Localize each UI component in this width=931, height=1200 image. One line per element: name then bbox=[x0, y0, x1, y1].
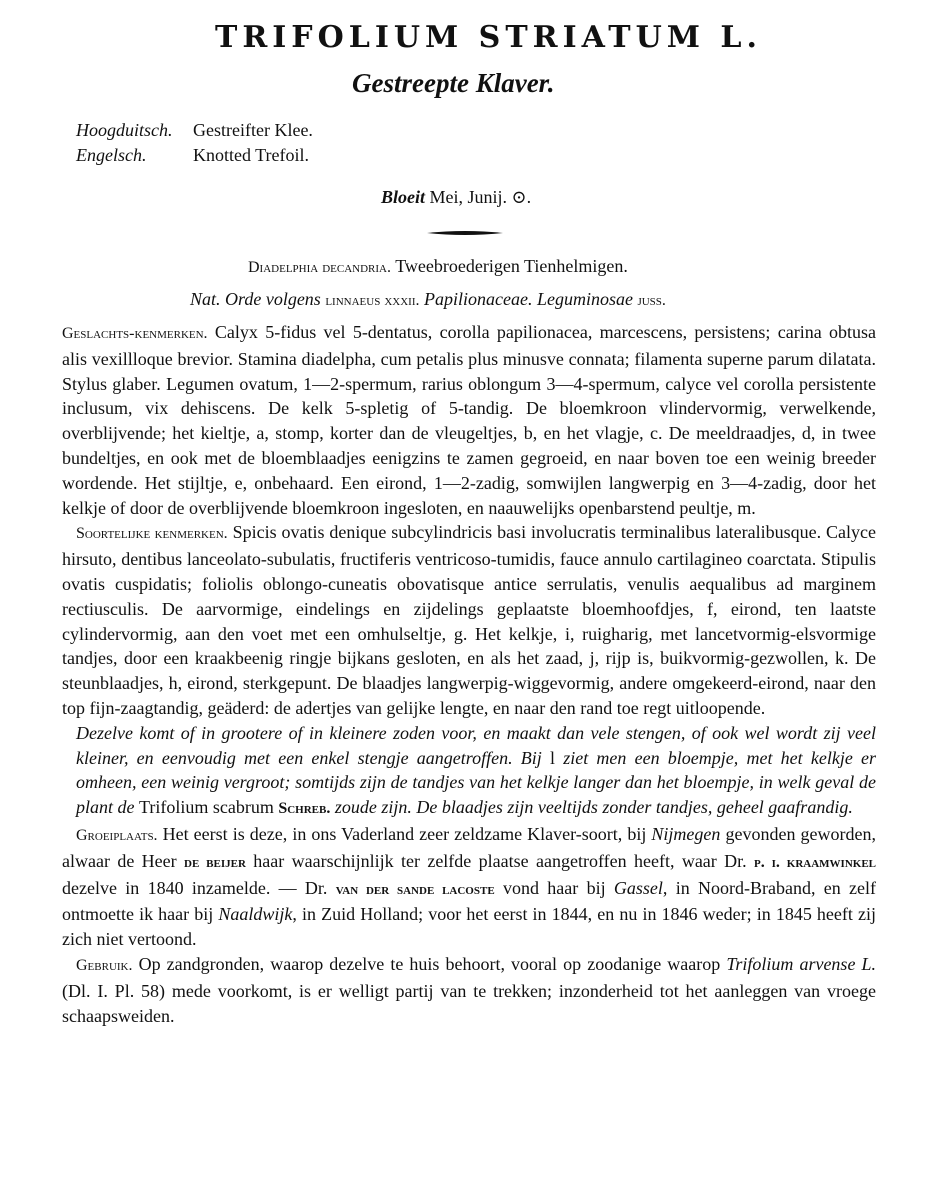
figure-ref: l bbox=[550, 747, 556, 768]
common-name-row bbox=[76, 143, 313, 168]
genus-characters bbox=[62, 320, 876, 520]
classification-line bbox=[248, 256, 628, 277]
habitat-section bbox=[62, 822, 876, 952]
order-families: Papilionaceae. Leguminosae bbox=[423, 289, 633, 309]
species-characters bbox=[62, 520, 876, 720]
section-text: Op zandgronden, waarop dezelve te huis behoort, vooral op zoodanige waarop bbox=[138, 953, 721, 974]
language-label: Engelsch. bbox=[76, 145, 147, 165]
section-text: vond haar bij bbox=[502, 877, 606, 898]
annual-symbol: ⊙. bbox=[511, 187, 532, 207]
page-subtitle: Gestreepte Klaver. bbox=[352, 68, 555, 98]
section-text: Het eerst is deze, in ons Vaderland zeer zeldzame Klaver-soort, bij bbox=[162, 823, 647, 844]
place-name: Gassel bbox=[613, 877, 663, 898]
section-heading: Groeiplaats. bbox=[76, 826, 158, 844]
person-name: de beijer bbox=[184, 853, 246, 871]
usage-section bbox=[62, 952, 876, 1028]
section-text: haar waarschijnlijk ter zelfde plaatse aangetroffen heeft, waar Dr. bbox=[253, 850, 747, 871]
common-names bbox=[76, 118, 313, 168]
description-body bbox=[62, 320, 876, 1028]
flowering-label: Bloeit bbox=[381, 187, 425, 207]
species-name: Trifolium scabrum bbox=[139, 797, 274, 818]
section-text: (Dl. I. Pl. 58) mede voorkomt, is er welligt partij van te trekken; inzonderheid tot het aanleggen van vroege schaapsweiden. bbox=[62, 980, 876, 1026]
language-label: Hoogduitsch. bbox=[76, 120, 173, 140]
species-name: Trifolium arvense L. bbox=[726, 953, 877, 974]
section-text: , in Noord-Braband, en zelf ontmoette ik haar bij bbox=[62, 877, 877, 925]
section-text: Spicis ovatis denique subcylindricis basi involucratis terminalibus lateralibusque. Calyce hirsuto, dentibus lanceolato-subulatis, fructiferis ventricoso-tumidis, fauce annulo cartilagineo coarctata. Stipulis ovatis cuspidatis; foliolis oblongo-cuneatis obovatisque antice serrulatis, venulis aequalibus ad marginem rectiusculis. De aarvormige, eindelings en zijdelings geplaatste bloemhoofdjes, f, eirond, ten laatste cylindervormig, aan den voet met een omhulseltje, g. Het kelkje, i, ruigharig, met lancetvormig-elsvormige tandjes, door een kraakbeenig ringje bijkans gesloten, en als het zaad, j, rijp is, buikvormig-gezwollen, k. De steunblaadjes, h, eirond, sterkgepunt. De blaadjes langwerpig-wiggevormig, andere omgekeerd-eirond, naar den top fijn-zaagtandig, geäderd: de adertjes van gelijke lengte, en naar den rand toe regt uitloopende. bbox=[62, 522, 876, 718]
page-title: TRIFOLIUM STRIATUM L. bbox=[215, 20, 762, 55]
common-name: Gestreifter Klee. bbox=[193, 120, 313, 140]
note-text: zoude zijn. De blaadjes zijn veeltijds zonder tandjes, geheel gaafrandig. bbox=[334, 797, 853, 818]
section-text: Calyx 5-fidus vel 5-dentatus, corolla papilionacea, marcescens, persistens; carina obtusa alis vexillloque brevior. Stamina diadelpha, cum petalis plus minusve connata; filamenta superne parum dilatata. Stylus glaber. Legumen ovatum, 1—2-spermum, rarius oblongum 3—4-spermum, calyce vel corolla persistente inclusum, vix dehiscens. De kelk 5-spletig of 5-tandig. De bloemkroon vlindervormig, verwelkende, overblijvende; het kieltje, a, stomp, korter dan de vleugeltjes, b, en het vlagje, c. De meeldraadjes, d, in twee bundeltjes, en ook met de bloemblaadjes eenigzins te zamen gegroeid, en naar boven toe een weinig breeder wordende. Het stijltje, e, onbehaard. Een eirond, 1—2-zadig, somwijlen langwerpig en 3—4-zadig, door het kelkje of door de overblijvende bloemkroon ingesloten, en naauwelijks openbarstend peultje, m. bbox=[62, 322, 877, 518]
author-name: Schreb. bbox=[278, 800, 331, 818]
flowering-months: Mei, Junij. bbox=[429, 187, 508, 207]
common-name-row bbox=[76, 118, 313, 143]
section-heading: Gebruik. bbox=[76, 956, 133, 974]
place-name: Naaldwijk bbox=[218, 904, 293, 925]
note-paragraph bbox=[62, 721, 876, 822]
section-text: , in Zuid Holland; voor het eerst in 1844, en nu in 1846 weder; in 1845 heeft zij zich niet vertoond. bbox=[62, 904, 876, 950]
class-name: Diadelphia decandria. bbox=[248, 259, 391, 276]
person-name: van der sande lacoste bbox=[335, 880, 495, 898]
person-name: p. i. kraamwinkel bbox=[754, 853, 876, 871]
class-dutch: Tweebroederigen Tienhelmigen. bbox=[395, 256, 628, 276]
order-juss: juss. bbox=[637, 292, 666, 309]
note-text: Dezelve komt of in grootere of in kleinere zoden voor, en maakt dan vele stengen, of ook wel wordt zij veel kleiner, en eenvoudig met een enkel stengje aangetroffen. Bij bbox=[76, 722, 876, 768]
place-name: Nijmegen bbox=[651, 823, 721, 844]
flowering-line bbox=[381, 187, 531, 208]
note-text: ziet men een bloempje, met het kelkje er omheen, een weinig vergroot; somtijds zijn de tandjes van het kelkje langer dan het bloempje, in welk geval de plant de bbox=[76, 747, 877, 818]
common-name: Knotted Trefoil. bbox=[193, 145, 310, 165]
section-text: dezelve in 1840 inzamelde. — Dr. bbox=[62, 877, 328, 898]
order-linnaeus: linnaeus xxxii. bbox=[325, 292, 420, 309]
section-heading: Geslachts-kenmerken. bbox=[62, 325, 208, 342]
order-prefix: Nat. Orde volgens bbox=[190, 289, 321, 309]
section-heading: Soortelijke kenmerken. bbox=[76, 525, 228, 543]
ornament-divider bbox=[427, 230, 503, 236]
natural-order-line bbox=[190, 289, 666, 310]
section-text: gevonden geworden, alwaar de Heer bbox=[62, 823, 876, 871]
